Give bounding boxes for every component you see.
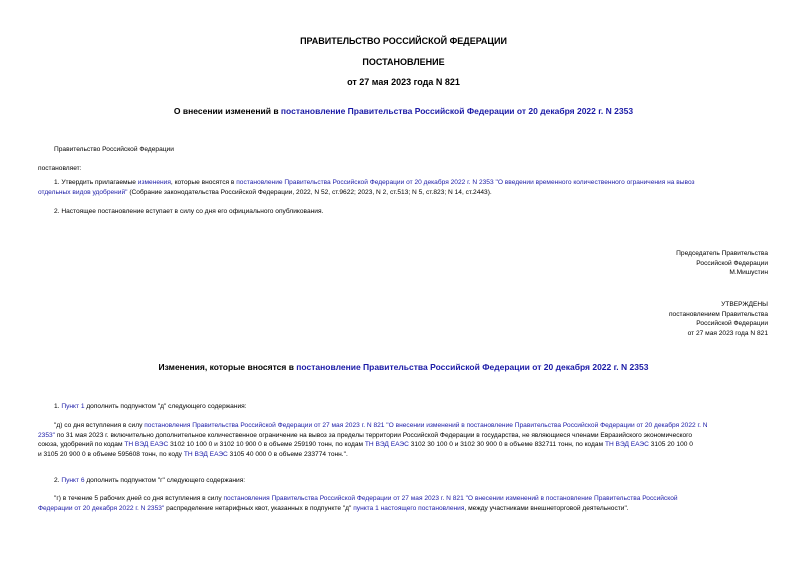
doc-date: от 27 мая 2023 года N 821 bbox=[347, 77, 460, 87]
doc-title-prefix: О внесении изменений в bbox=[173, 106, 281, 116]
p1-text-3: (Собрание законодательства Российской Федерации, 2022, N 52, ст.9622; 2023, N 2, ст.513; N 5, ст.823; N 14, ст.2443). bbox=[127, 188, 492, 196]
quote-g bbox=[38, 494, 772, 513]
quote-d-text-6: 3105 20 100 0 bbox=[648, 441, 693, 449]
item-2-number: 2. bbox=[54, 477, 62, 484]
signature-line-3: М.Мишустин bbox=[729, 269, 768, 277]
quote-g-text-1: "г) в течение 5 рабочих дней со дня вступления в силу bbox=[54, 495, 224, 502]
item-1 bbox=[54, 402, 247, 412]
approved-line-1: УТВЕРЖДЕНЫ bbox=[721, 301, 768, 308]
quote-d-link-1[interactable]: постановления Правительства Российской Федерации от 27 мая 2023 г. N 821 "О внесении изменений в постановление Правительства Российской Федерации от 20 декабря 2022 г. N bbox=[144, 422, 708, 429]
p1-link-changes[interactable]: изменения bbox=[137, 179, 171, 186]
approved-line-4: от 27 мая 2023 года N 821 bbox=[687, 329, 768, 337]
item-2 bbox=[54, 476, 245, 486]
item-2-link[interactable]: Пункт 6 bbox=[61, 477, 85, 484]
doc-type-heading: ПОСТАНОВЛЕНИЕ bbox=[362, 57, 445, 67]
signature-line-1: Председатель Правительства bbox=[676, 250, 768, 257]
quote-d-link-4[interactable]: ТН ВЭД ЕАЭС bbox=[364, 441, 409, 449]
quote-g-link-2[interactable]: Федерации от 20 декабря 2022 г. N 2353" bbox=[38, 504, 165, 512]
changes-title bbox=[0, 362, 807, 372]
doc-title bbox=[0, 106, 807, 116]
paragraph-2: 2. Настоящее постановление вступает в силу со дня его официального опубликования. bbox=[54, 208, 324, 215]
approved-line-3: Российской Федерации bbox=[696, 320, 768, 328]
quote-g-text-3: , между участниками внешнеторговой деятельности". bbox=[464, 504, 629, 512]
intro-decrees: постановляет: bbox=[38, 165, 82, 172]
quote-d-text-2: по 31 мая 2023 г. включительно дополнительное количественное ограничение на вывоз за пределы территории Российской Федерации в государства, не являющиеся членами Евразийского экономического bbox=[55, 431, 693, 439]
item-1-number: 1. bbox=[54, 403, 62, 410]
changes-title-prefix: Изменения, которые вносятся в bbox=[158, 362, 297, 372]
quote-d-link-3[interactable]: ТН ВЭД ЕАЭС bbox=[124, 441, 169, 449]
intro-government: Правительство Российской Федерации bbox=[54, 146, 174, 153]
quote-g-link-3[interactable]: пункта 1 настоящего постановления bbox=[353, 504, 465, 512]
doc-title-link[interactable]: постановление Правительства Российской Федерации от 20 декабря 2022 г. N 2353 bbox=[280, 106, 634, 116]
item-2-text: дополнить подпунктом "г" следующего содержания: bbox=[84, 477, 246, 484]
quote-d-link-5[interactable]: ТН ВЭД ЕАЭС bbox=[604, 441, 649, 449]
quote-d-link-6[interactable]: ТН ВЭД ЕАЭС bbox=[183, 450, 228, 458]
quote-g-text-2: распределение нетарифных квот, указанных в подпункте "д" bbox=[164, 504, 354, 512]
signature-line-2: Российской Федерации bbox=[696, 259, 768, 267]
item-1-text: дополнить подпунктом "д" следующего содержания: bbox=[84, 403, 247, 410]
quote-d-text-7: и 3105 20 900 0 в объеме 595608 тонн, по коду bbox=[38, 450, 184, 458]
org-heading: ПРАВИТЕЛЬСТВО РОССИЙСКОЙ ФЕДЕРАЦИИ bbox=[300, 36, 507, 46]
quote-d-text-4: 3102 10 100 0 и 3102 10 900 0 в объеме 259190 тонн, по кодам bbox=[168, 441, 365, 449]
p1-text-2: , которые вносятся в bbox=[170, 179, 237, 186]
p1-text-1: 1. Утвердить прилагаемые bbox=[54, 179, 138, 186]
signature-block bbox=[560, 249, 768, 278]
approved-block bbox=[560, 300, 768, 338]
approved-line-2: постановлением Правительства bbox=[668, 310, 768, 318]
quote-d-link-2[interactable]: 2353" bbox=[38, 431, 56, 439]
p1-link-decree-2[interactable]: отдельных видов удобрений" bbox=[38, 188, 128, 196]
quote-d-text-8: 3105 40 000 0 в объеме 233774 тонн.". bbox=[227, 450, 348, 458]
changes-title-link[interactable]: постановление Правительства Российской Федерации от 20 декабря 2022 г. N 2353 bbox=[296, 362, 649, 372]
quote-d-text-5: 3102 30 100 0 и 3102 30 900 0 в объеме 832711 тонн, по кодам bbox=[408, 441, 605, 449]
quote-g-link-1[interactable]: постановления Правительства Российской Федерации от 27 мая 2023 г. N 821 "О внесении изменений в постановление Правительства Российской bbox=[223, 495, 678, 502]
paragraph-1 bbox=[38, 178, 772, 197]
quote-d-text-3: союза, удобрений по кодам bbox=[38, 441, 125, 449]
quote-d-text-1: "д) со дня вступления в силу bbox=[54, 422, 145, 429]
p1-link-decree-1[interactable]: постановление Правительства Российской Федерации от 20 декабря 2022 г. N 2353 "О введении временного количественного ограничения на вывоз bbox=[236, 179, 695, 186]
quote-d bbox=[38, 421, 772, 459]
item-1-link[interactable]: Пункт 1 bbox=[61, 403, 85, 410]
